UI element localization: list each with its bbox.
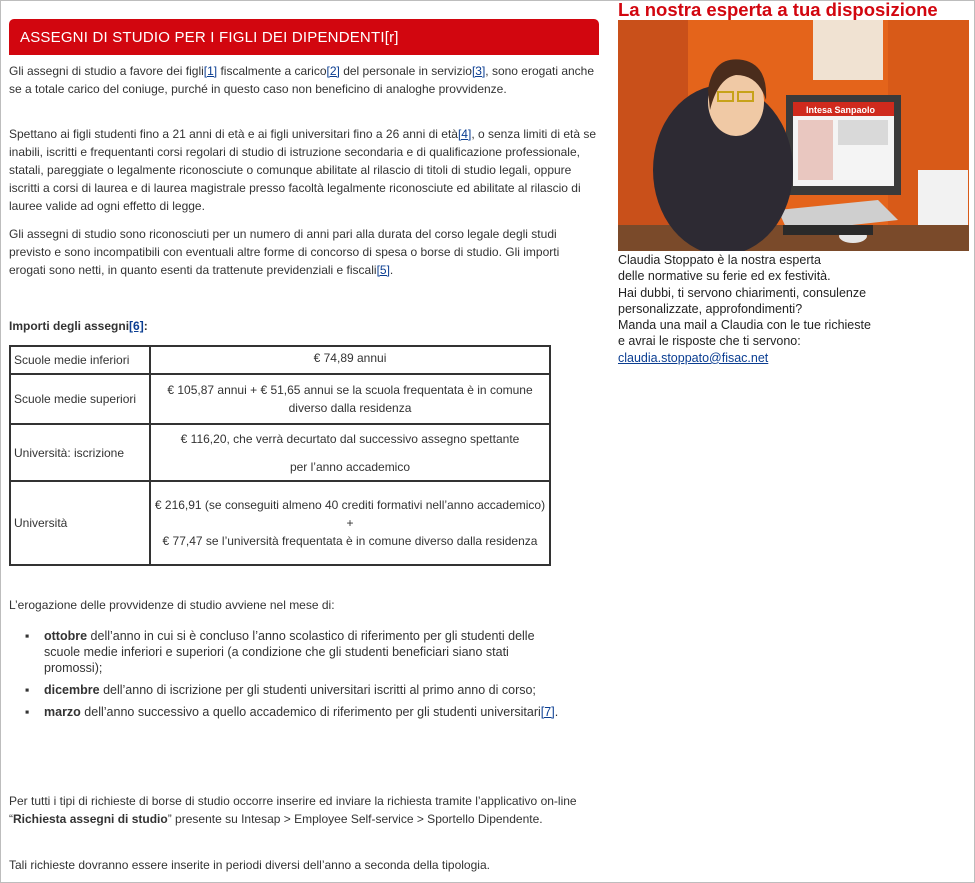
expert-email-link[interactable]: claudia.stoppato@fisac.net (618, 350, 769, 365)
page-title-bar (9, 19, 599, 55)
text: Gli assegni di studio sono riconosciuti per un numero di anni pari alla durata del corso legale degli studi previsto e sono incompatibili con eventuali altre forme di concorso di spesa o borse di studio. Gli importi erogati sono netti, in quanto esenti da trattenute previdenziali e fiscali (9, 227, 560, 277)
text: dell’anno di iscrizione per gli studenti universitari iscritti al primo anno di corso; (99, 683, 536, 697)
expert-photo-image (618, 20, 969, 251)
text: . (389, 263, 394, 277)
value-line-2: € 77,47 se l’università frequentata è in comune diverso dalla residenza (162, 534, 538, 548)
text: : (143, 319, 148, 333)
payout-intro: L’erogazione delle provvidenze di studio avviene nel mese di: (9, 598, 335, 612)
screen-brand-text: Intesa Sanpaolo (806, 105, 876, 115)
month-name: marzo (44, 705, 81, 719)
expert-line: e avrai le risposte che ti servono: (618, 334, 801, 349)
footnote-link-1[interactable]: [1] (203, 64, 218, 78)
footnote-link-4[interactable]: [4] (457, 127, 472, 141)
paragraph-duration (9, 225, 599, 279)
list-item (25, 628, 565, 676)
table-row (10, 424, 550, 481)
text: , o senza limiti di età se inabili, iscritti e frequentanti corsi regolari di studio di istruzione secondaria e di qualificazione professionale, statali, pareggiate o legalmente riconosciute o comunque abilitate al rilascio di titoli di studio legali, oppure iscritti a corsi di laurea e di laurea magistrale presso facoltà legalmente riconosciute ed abilitate al rilascio di lauree valide ad ogni effetto di legge. (9, 127, 597, 213)
paragraph-periods: Tali richieste dovranno essere inserite in periodi diversi dell’anno a seconda della tipologia. (9, 858, 490, 872)
table-cell-value: € 74,89 annui (150, 346, 550, 374)
footnote-link-2[interactable]: [2] (326, 64, 340, 78)
bullet-icon: ▪ (25, 683, 30, 697)
amounts-heading (9, 317, 148, 335)
list-item: ▪ marzo dell’anno successivo a quello accademico di riferimento per gli studenti universitari[7]. (25, 705, 559, 719)
text: Gli assegni di studio a favore dei figli (9, 64, 204, 78)
month-name: ottobre (44, 629, 88, 643)
table-row (10, 481, 550, 565)
expert-sidebar (618, 0, 970, 366)
text: , sono erogati anche se a totale carico del coniuge, purché in questo caso non beneficino di analoghe provvidenze. (9, 64, 595, 96)
text: Importi degli assegni (9, 319, 130, 333)
value-line-1: € 116,20, che verrà decurtato dal successivo assegno spettante (180, 431, 520, 446)
bullet-icon: ▪ (25, 629, 30, 643)
payout-months-list (25, 628, 565, 726)
value-line-2: per l’anno accademico (289, 459, 411, 474)
table-cell-label: Scuole medie superiori (10, 374, 150, 424)
footnote-link-3[interactable]: [3] (471, 64, 486, 78)
table-cell-value (150, 481, 550, 565)
expert-line: Hai dubbi, ti servono chiarimenti, consulenze (618, 285, 867, 300)
title-ref-link[interactable]: [r] (384, 28, 399, 46)
expert-line: Claudia Stoppato è la nostra esperta (618, 253, 821, 267)
paragraph-beneficiaries (9, 62, 599, 98)
table-row (10, 346, 550, 374)
expert-line: personalizzate, approfondimenti? (618, 301, 803, 316)
list-item (25, 682, 565, 698)
expert-photo (618, 20, 969, 251)
text: fiscalmente a carico (217, 64, 327, 78)
page-title: ASSEGNI DI STUDIO PER I FIGLI DEI DIPENDENTI (20, 28, 385, 46)
text: dell’anno successivo a quello accademico di riferimento per gli studenti universitari (80, 705, 541, 719)
footnote-link-7[interactable]: [7] (540, 705, 555, 719)
month-name: dicembre (44, 683, 100, 697)
text: Per tutti i tipi di richieste di borse di studio occorre inserire ed inviare la richiesta tramite l’applicativo on-line “ (9, 794, 577, 826)
bullet-icon: ▪ (25, 705, 30, 719)
expert-line: delle normative su ferie ed ex festività. (618, 269, 831, 284)
footnote-link-6[interactable]: [6] (129, 319, 144, 333)
text: Spettano ai figli studenti fino a 21 anni di età e ai figli universitari fino a 26 anni di età (9, 127, 458, 141)
footnote-link-5[interactable]: [5] (376, 263, 390, 277)
value-line-1: € 216,91 (se conseguiti almeno 40 crediti formativi nell’anno accademico) + (154, 498, 546, 530)
text: dell’anno in cui si è concluso l’anno scolastico di riferimento per gli studenti delle scuole medie inferiori e superiori (a condizione che gli studenti beneficiari siano stati promossi); (44, 629, 535, 675)
table-cell-value (150, 424, 550, 481)
application-name: Richiesta assegni di studio (13, 812, 168, 826)
paragraph-eligibility (9, 125, 599, 215)
text: ” presente su Intesap > Employee Self-service > Sportello Dipendente. (167, 812, 543, 826)
table-cell-value: € 105,87 annui + € 51,65 annui se la scuola frequentata è in comune diverso dalla residenza (150, 374, 550, 424)
table-row (10, 374, 550, 424)
expert-line: Manda una mail a Claudia con le tue richieste (618, 318, 871, 333)
text: del personale in servizio (339, 64, 472, 78)
paragraph-how-to-apply (9, 792, 599, 828)
main-content (9, 19, 599, 872)
expert-title: La nostra esperta a tua disposizione (618, 0, 938, 20)
amounts-table (9, 345, 551, 566)
table-cell-label: Università: iscrizione (10, 424, 150, 481)
expert-description (618, 252, 970, 366)
table-cell-label: Scuole medie inferiori (10, 346, 150, 374)
table-cell-label: Università (10, 481, 150, 565)
